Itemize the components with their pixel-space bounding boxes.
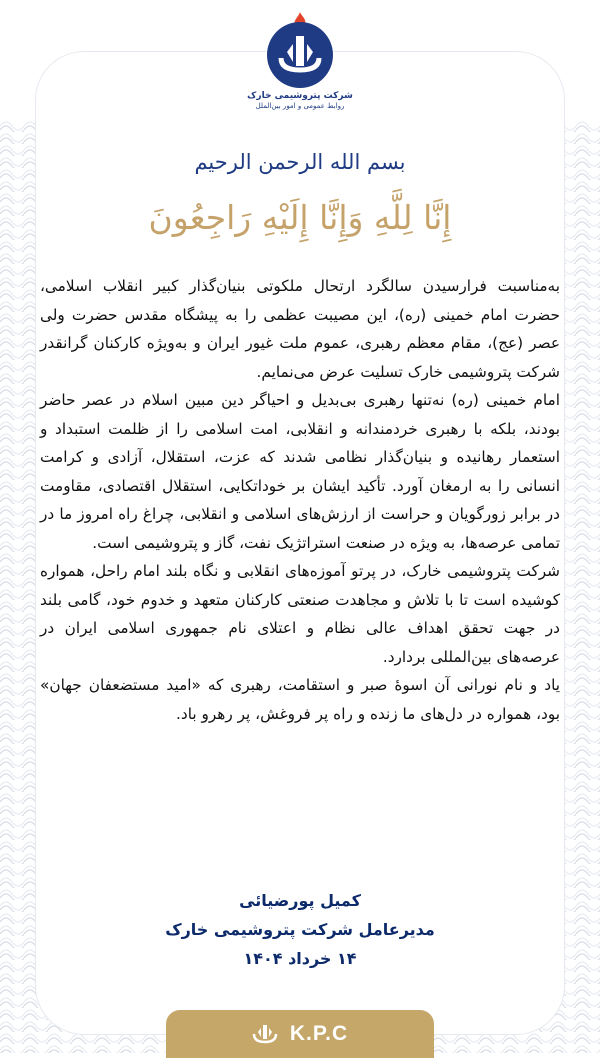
letter-date: ۱۴ خرداد ۱۴۰۴ bbox=[243, 949, 357, 968]
footer-bar bbox=[166, 1010, 434, 1058]
company-logo bbox=[244, 8, 356, 112]
logo-department: روابط عمومی و امور بین‌الملل bbox=[255, 102, 345, 110]
verse-text: إِنَّا لِلَّهِ وَإِنَّا إِلَيْهِ رَاجِعُونَ bbox=[148, 198, 452, 237]
logo-company-name: شرکت پتروشیمی خارک bbox=[247, 91, 353, 101]
kpc-emblem-icon bbox=[252, 1024, 278, 1044]
kpc-emblem-icon bbox=[267, 22, 333, 88]
paragraph: امام خمینی (ره) نه‌تنها رهبری بی‌بدیل و احیاگر دین مبین اسلام در عصر حاضر بودند، بلکه با رهبری خردمندانه و انقلابی، امت اسلامی را از ظلمت استبداد و استعمار رهانیده و بنیان‌گذار نظامی شدند که عزت، استقلال، آزادی و کرامت انسانی را به ارمغان آورد. تأکید ایشان بر خوداتکایی، استقلال اقتصادی، مقاومت در برابر زورگویان و حراست از ارزش‌های اسلامی و انقلابی، چراغ راه امروز ما در تمامی عرصه‌ها، به ویژه در صنعت استراتژیک نفت، گاز و پتروشیمی است. bbox=[40, 391, 560, 552]
condolence-message bbox=[40, 272, 560, 728]
signatory-name: کمیل پورضیائی bbox=[239, 891, 361, 910]
footer-label: K.P.C bbox=[289, 1022, 349, 1045]
paragraph: شرکت پتروشیمی خارک، در پرتو آموزه‌های انقلابی و نگاه بلند امام راحل، همواره کوشیده است تا با تلاش و مجاهدت صنعتی کارکنان متعهد و خدوم خود، گامی بلند در جهت تحقق اهداف عالی نظام و اعتلای نام جمهوری اسلامی ایران در عرصه‌های بین‌المللی بردارد. bbox=[40, 562, 560, 666]
paragraph: یاد و نام نورانی آن اسوهٔ صبر و استقامت، رهبری که «امید مستضعفان جهان» بود، همواره در دل‌های ما زنده و راه پر فروغش، پر رهرو باد. bbox=[40, 676, 560, 723]
signatory-title: مدیرعامل شرکت پتروشیمی خارک bbox=[165, 920, 435, 939]
bismillah-text: بسم الله الرحمن الرحیم bbox=[194, 150, 406, 174]
paragraph: به‌مناسبت فرارسیدن سالگرد ارتحال ملکوتی بنیان‌گذار کبیر انقلاب اسلامی، حضرت امام خمینی (ره)، این مصیبت عظمی را به پیشگاه مقدس حضرت ولی عصر (عج)، مقام معظم رهبری، عموم ملت غیور ایران و به‌ویژه کارکنان گرانقدر شرکت پتروشیمی خارک تسلیت عرض می‌نمایم. bbox=[40, 277, 560, 381]
